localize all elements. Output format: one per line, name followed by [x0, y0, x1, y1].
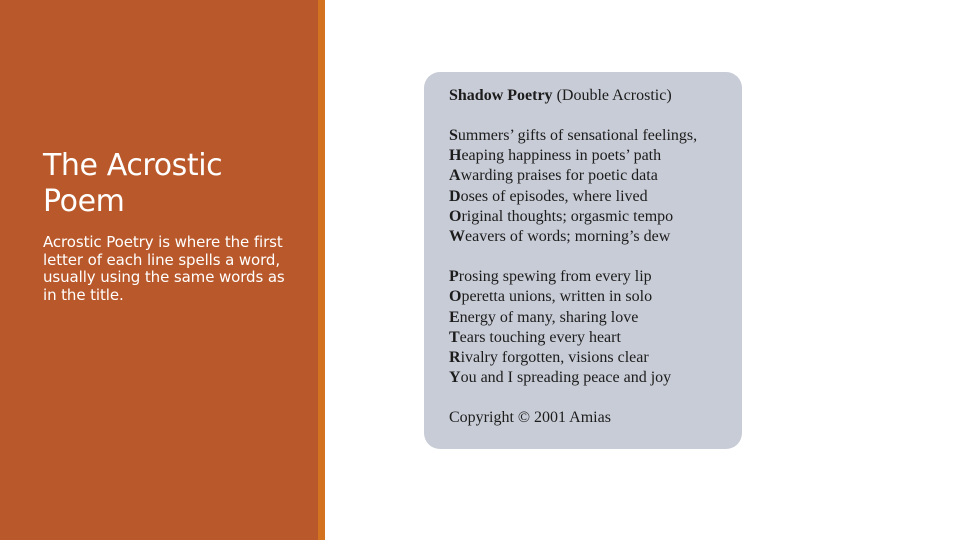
acrostic-letter: W [449, 228, 465, 246]
line-text: eavers of words; morning’s dew [465, 228, 671, 246]
slide-description: Acrostic Poetry is where the first letter of each line spells a word, usually using the same words as in the title. [43, 233, 285, 304]
acrostic-letter: O [449, 207, 462, 225]
poem-title [449, 86, 742, 106]
poem-line [449, 287, 742, 307]
copyright-notice: Copyright © 2001 Amias [449, 409, 611, 427]
line-text: eaping happiness in poets’ path [461, 147, 662, 165]
poem-line [449, 146, 742, 166]
line-text: nergy of many, sharing love [459, 308, 639, 326]
acrostic-letter: P [449, 268, 459, 286]
poem-line [449, 207, 742, 227]
line-text: rosing spewing from every lip [458, 268, 652, 286]
poem-card [424, 72, 742, 449]
poem-line [449, 227, 742, 247]
acrostic-letter: H [449, 147, 462, 165]
poem-line [449, 368, 742, 388]
poem-title-main: Shadow Poetry [449, 87, 553, 104]
acrostic-letter: T [449, 328, 460, 346]
poem-line [449, 308, 742, 328]
stanza-shadow [449, 126, 742, 247]
poem-line [449, 166, 742, 186]
acrostic-letter: A [449, 167, 461, 185]
acrostic-letter: O [449, 288, 462, 306]
acrostic-letter: S [449, 127, 458, 144]
slide-title: The Acrostic Poem [43, 148, 223, 219]
acrostic-letter: R [449, 349, 461, 367]
acrostic-letter: D [449, 187, 461, 205]
poem-line [449, 126, 742, 146]
line-text: ivalry forgotten, visions clear [460, 349, 649, 367]
line-text: oses of episodes, where lived [460, 187, 648, 205]
poem-line [449, 187, 742, 207]
line-text: ears touching every heart [459, 328, 621, 346]
accent-divider [318, 0, 325, 540]
stanza-poetry [449, 267, 742, 388]
line-text: ou and I spreading peace and joy [460, 369, 672, 387]
line-text: warding praises for poetic data [460, 167, 658, 185]
acrostic-letter: Y [449, 369, 461, 387]
line-text: peretta unions, written in solo [461, 288, 653, 306]
poem-line [449, 267, 742, 287]
poem-title-subtitle: (Double Acrostic) [552, 87, 672, 104]
acrostic-letter: E [449, 308, 460, 326]
poem-line [449, 348, 742, 368]
poem-line [449, 328, 742, 348]
line-text: riginal thoughts; orgasmic tempo [461, 207, 674, 225]
line-text: ummers’ gifts of sensational feelings, [457, 127, 698, 144]
